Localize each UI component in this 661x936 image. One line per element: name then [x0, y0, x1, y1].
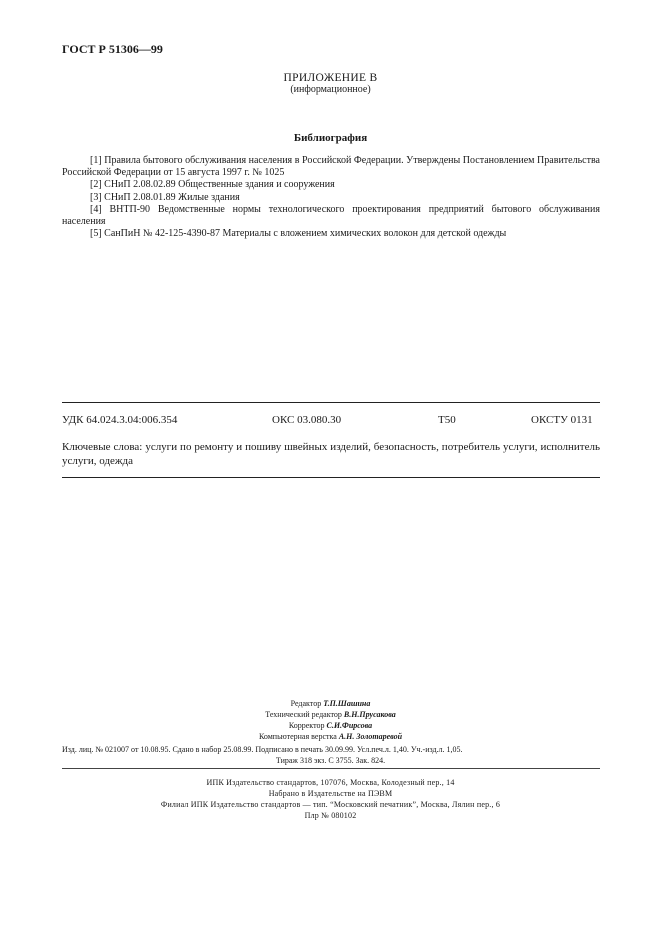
credit-tech-editor [0, 709, 661, 720]
bibliography-ref: [5] СанПиН № 42-125-4390-87 Материалы с вложением химических волокон для детской одежды [90, 228, 507, 240]
udk-code: УДК 64.024.3.04:006.354 [62, 414, 178, 426]
credit-editor-label: Редактор [290, 699, 322, 708]
divider-bottom [62, 477, 600, 478]
print-run-info: Тираж 318 экз. С 3755. Зак. 824. [275, 756, 386, 765]
credit-layout-label: Компьютерная верстка [258, 732, 337, 741]
imprint-line: ИПК Издательство стандартов, 107076, Москва, Колодезный пер., 14 [206, 778, 455, 787]
bibliography-ref: [2] СНиП 2.08.02.89 Общественные здания и сооружения [90, 179, 335, 191]
credit-editor [0, 698, 661, 709]
bibliography-ref: [1] Правила бытового обслуживания населения в Российской Федерации. Утверждены Постановлением Правительства Российской Федерации от 15 августа 1997 г. № 1025 [62, 155, 600, 179]
imprint-line: Филиал ИПК Издательство стандартов — тип. “Московский печатник”, Москва, Лялин пер., 6 [160, 800, 501, 809]
imprint-line: Набрано в Издательстве на ПЭВМ [268, 789, 393, 798]
credit-layout [0, 731, 661, 742]
document-header: ГОСТ Р 51306—99 [62, 42, 163, 56]
appendix-subtitle: (информационное) [290, 84, 371, 95]
credit-tech-editor-label: Технический редактор [265, 710, 342, 719]
credit-proofreader [0, 720, 661, 731]
bibliography-title: Библиография [293, 132, 368, 144]
keywords: Ключевые слова: услуги по ремонту и пошиву швейных изделий, безопасность, потребитель услуги, исполнитель услуги, одежда [62, 441, 600, 467]
t-code: Т50 [438, 414, 456, 426]
divider-imprint [62, 768, 600, 769]
credit-tech-editor-name: В.Н.Прусакова [343, 710, 396, 719]
imprint-line: Плр № 080102 [304, 811, 357, 820]
okstu-code: ОКСТУ 0131 [531, 414, 593, 426]
oks-code: ОКС 03.080.30 [272, 414, 342, 426]
bibliography-ref: [4] ВНТП-90 Ведомственные нормы технологического проектирования предприятий бытового обслуживания населения [62, 203, 600, 228]
publication-info: Изд. лиц. № 021007 от 10.08.95. Сдано в набор 25.08.99. Подписано в печать 30.09.99. Усл.печ.л. 1,40. Уч.-изд.л. 1,05. [62, 745, 463, 754]
credit-editor-name: Т.П.Шашина [323, 699, 371, 708]
credit-layout-name: А.Н. Золотаревой [338, 732, 403, 741]
bibliography-ref: [3] СНиП 2.08.01.89 Жилые здания [90, 191, 240, 203]
bibliography-list [62, 155, 600, 240]
divider-top [62, 402, 600, 403]
credit-proofreader-label: Корректор [288, 721, 325, 730]
appendix-title: ПРИЛОЖЕНИЕ В [283, 72, 378, 84]
credit-proofreader-name: С.И.Фирсова [326, 721, 373, 730]
